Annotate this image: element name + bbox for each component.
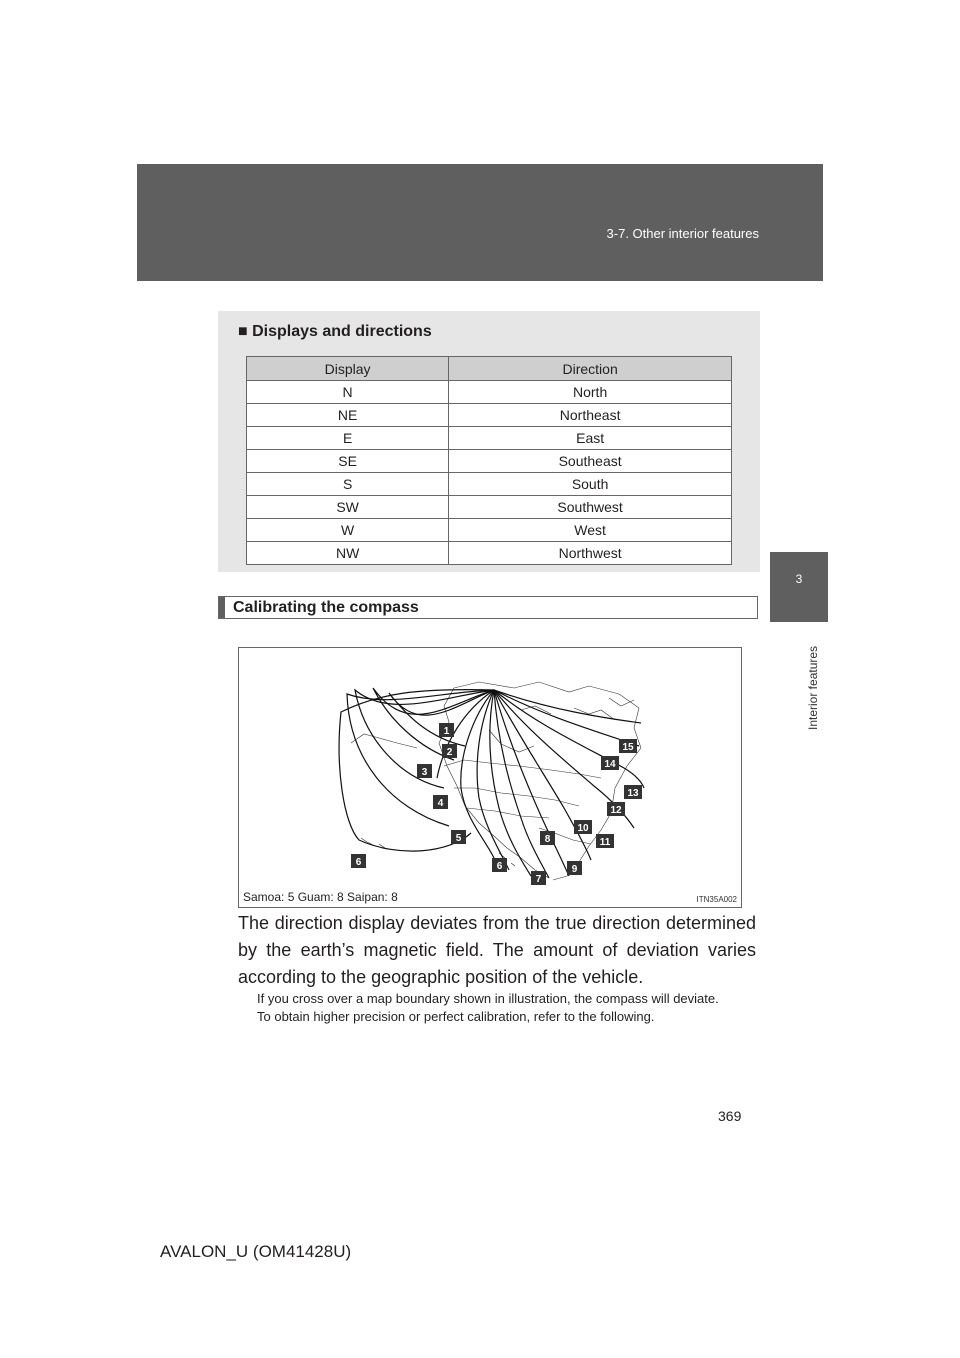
direction-cell: Northwest <box>449 542 732 565</box>
heading-bar <box>219 597 225 618</box>
direction-cell: West <box>449 519 732 542</box>
table-row <box>247 427 732 450</box>
table-row <box>247 473 732 496</box>
table-row <box>247 381 732 404</box>
chapter-label: Interior features <box>806 645 820 730</box>
zone-number: 13 <box>627 788 639 799</box>
zone-label-2 <box>442 744 457 758</box>
zone-number: 4 <box>437 798 444 809</box>
display-cell: NE <box>247 404 449 427</box>
page-number: 369 <box>718 1108 742 1124</box>
display-cell: SW <box>247 496 449 519</box>
direction-table <box>246 356 732 565</box>
zone-number: 7 <box>535 874 542 885</box>
note-line-1: If you cross over a map boundary shown in illustration, the compass will deviate. <box>257 991 719 1006</box>
display-cell: NW <box>247 542 449 565</box>
direction-cell: Northeast <box>449 404 732 427</box>
zone-label-6 <box>492 858 507 872</box>
zone-label-5 <box>451 830 466 844</box>
table-row <box>247 542 732 565</box>
zone-number: 3 <box>421 767 428 778</box>
display-cell: W <box>247 519 449 542</box>
table-row <box>247 404 732 427</box>
zone-number: 2 <box>446 747 453 758</box>
calibration-note <box>257 990 757 1026</box>
zone-label-6 <box>351 854 366 868</box>
zone-label-1 <box>439 723 454 737</box>
chapter-label-wrap <box>770 630 828 740</box>
zone-map <box>239 648 741 907</box>
chapter-number: 3 <box>795 572 803 586</box>
zone-label-3 <box>417 764 432 778</box>
zone-number: 1 <box>443 726 450 737</box>
table-row <box>247 450 732 473</box>
displays-title: ■ Displays and directions <box>238 323 432 340</box>
zone-label-13 <box>624 785 642 799</box>
column-header: Display <box>247 357 449 381</box>
direction-cell: Southwest <box>449 496 732 519</box>
zone-number: 10 <box>577 823 589 834</box>
zone-number: 15 <box>622 742 634 753</box>
zone-number: 5 <box>455 833 462 844</box>
zone-label-7 <box>531 871 546 885</box>
calibration-paragraph: The direction display deviates from the true direction determined by the earth’s magnetic field. The amount of deviation varies according to the geographic position of the vehicle. <box>238 913 756 987</box>
display-cell: E <box>247 427 449 450</box>
direction-cell: Southeast <box>449 450 732 473</box>
model-code: AVALON_U (OM41428U) <box>160 1242 352 1261</box>
zone-number: 12 <box>610 805 622 816</box>
zone-label-12 <box>607 802 625 816</box>
chapter-tab <box>770 552 828 622</box>
displays-box <box>218 311 760 572</box>
zone-number: 9 <box>571 864 578 875</box>
zone-number: 6 <box>496 861 503 872</box>
table-header-row <box>247 357 732 381</box>
zone-lines <box>339 688 644 878</box>
figure-code: ITN35A002 <box>696 895 737 904</box>
section-heading <box>218 596 758 619</box>
zone-number: 14 <box>604 759 616 770</box>
direction-cell: East <box>449 427 732 450</box>
table-row <box>247 496 732 519</box>
display-cell: N <box>247 381 449 404</box>
zone-label-9 <box>567 861 582 875</box>
zone-number: 11 <box>599 837 611 848</box>
figure-caption: Samoa: 5 Guam: 8 Saipan: 8 <box>243 890 398 904</box>
heading-text: Calibrating the compass <box>233 599 419 616</box>
direction-cell: North <box>449 381 732 404</box>
zone-number: 8 <box>544 834 551 845</box>
zone-label-15 <box>619 739 637 753</box>
zone-label-11 <box>596 834 614 848</box>
column-header: Direction <box>449 357 732 381</box>
display-cell: S <box>247 473 449 496</box>
zone-labels <box>351 723 642 885</box>
note-line-2: To obtain higher precision or perfect calibration, refer to the following. <box>257 1009 655 1024</box>
header-band <box>137 164 823 281</box>
direction-cell: South <box>449 473 732 496</box>
display-cell: SE <box>247 450 449 473</box>
zone-label-10 <box>574 820 592 834</box>
table-row <box>247 519 732 542</box>
zone-label-4 <box>433 795 448 809</box>
section-title: 3-7. Other interior features <box>606 226 759 241</box>
zone-number: 6 <box>355 857 362 868</box>
table-body <box>247 381 732 565</box>
zone-label-14 <box>601 756 619 770</box>
zone-label-8 <box>540 831 555 845</box>
zone-map-figure <box>238 647 742 908</box>
